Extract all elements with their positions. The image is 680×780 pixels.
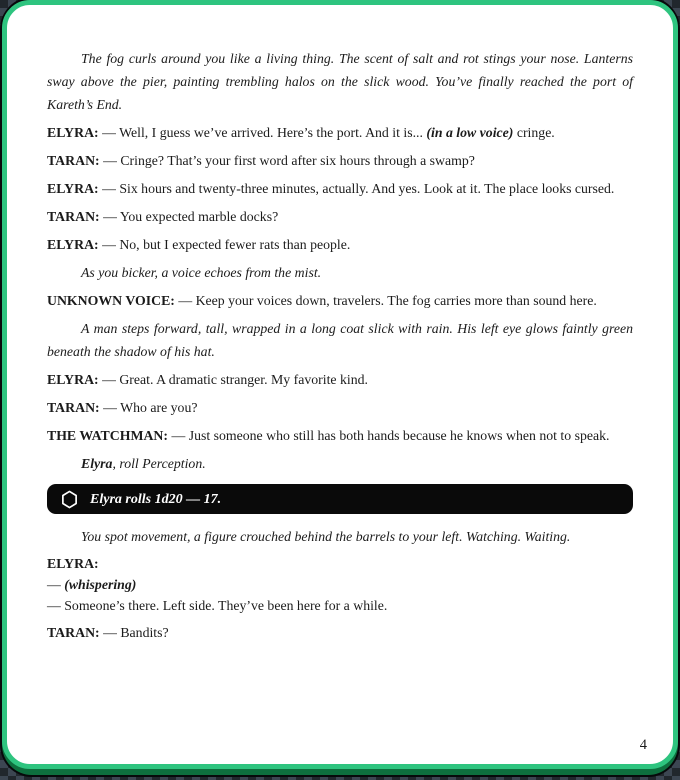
speaker-name: TARAN: (47, 400, 100, 415)
dialogue-text: — Cringe? That’s your first word after six hours through a swamp? (103, 153, 475, 168)
dialogue-line (47, 368, 633, 391)
dialogue-line (47, 621, 633, 644)
dialogue-text: — You expected marble docks? (103, 209, 279, 224)
d20-die-icon (61, 490, 78, 509)
dialogue-text: — Just someone who still has both hands because he knows when not to speak. (171, 428, 610, 443)
speaker-name: ELYRA: (47, 556, 99, 571)
dialogue-line (47, 121, 633, 144)
dialogue-line (47, 233, 633, 256)
dialogue-line (47, 424, 633, 447)
dialogue-text: — Bandits? (103, 625, 169, 640)
dialogue-line (47, 289, 633, 312)
speaker-name: TARAN: (47, 209, 100, 224)
narration-paragraph: The fog curls around you like a living thing. The scent of salt and rot stings your nose. Lanterns sway above the pier, painting trembling halos on the slick wood. You’ve finally reached the port of Kareth’s End. (47, 51, 633, 112)
speaker-name: TARAN: (47, 625, 100, 640)
page-number: 4 (639, 737, 647, 753)
speaker-name: ELYRA: (47, 237, 99, 252)
dialogue-line (47, 205, 633, 228)
narration-paragraph: A man steps forward, tall, wrapped in a long coat slick with rain. His left eye glows faintly green beneath the shadow of his hat. (47, 321, 633, 359)
dialogue-text: — Great. A dramatic stranger. My favorite kind. (102, 372, 368, 387)
narration-paragraph: As you bicker, a voice echoes from the mist. (81, 265, 322, 280)
dice-roll-banner (47, 484, 633, 514)
speaker-name: TARAN: (47, 153, 100, 168)
dialogue-text: — Someone’s there. Left side. They’ve been here for a while. (47, 598, 388, 613)
dialogue-line (47, 396, 633, 419)
dialogue-text: — Keep your voices down, travelers. The fog carries more than sound here. (178, 293, 597, 308)
speaker-name: UNKNOWN VOICE: (47, 293, 175, 308)
dialogue-text: — Who are you? (103, 400, 198, 415)
dialogue-text: — Six hours and twenty-three minutes, actually. And yes. Look at it. The place looks cursed. (102, 181, 615, 196)
character-name-emphasis: Elyra (81, 456, 113, 471)
dialogue-line (47, 177, 633, 200)
dialogue-line (47, 149, 633, 172)
speaker-name: ELYRA: (47, 372, 99, 387)
story-page-card (2, 0, 678, 769)
narration-prompt: Elyra, roll Perception. (81, 456, 206, 471)
dice-roll-text: Elyra rolls 1d20 — 17. (90, 491, 222, 507)
dialogue-text: — (47, 577, 65, 592)
dialogue-text: — No, but I expected fewer rats than people. (102, 237, 351, 252)
dialogue-text: — Well, I guess we’ve arrived. Here’s the port. And it is... (102, 125, 427, 140)
narration-paragraph: You spot movement, a figure crouched behind the barrels to your left. Watching. Waiting. (81, 529, 571, 544)
speaker-name: ELYRA: (47, 125, 99, 140)
dialogue-text: cringe. (513, 125, 555, 140)
speaker-name: ELYRA: (47, 181, 99, 196)
speaker-name: THE WATCHMAN: (47, 428, 168, 443)
stage-direction-inline: (in a low voice) (426, 125, 514, 140)
stage-direction-inline: (whispering) (64, 577, 137, 592)
dialogue-line (47, 553, 633, 616)
story-content (7, 5, 673, 764)
